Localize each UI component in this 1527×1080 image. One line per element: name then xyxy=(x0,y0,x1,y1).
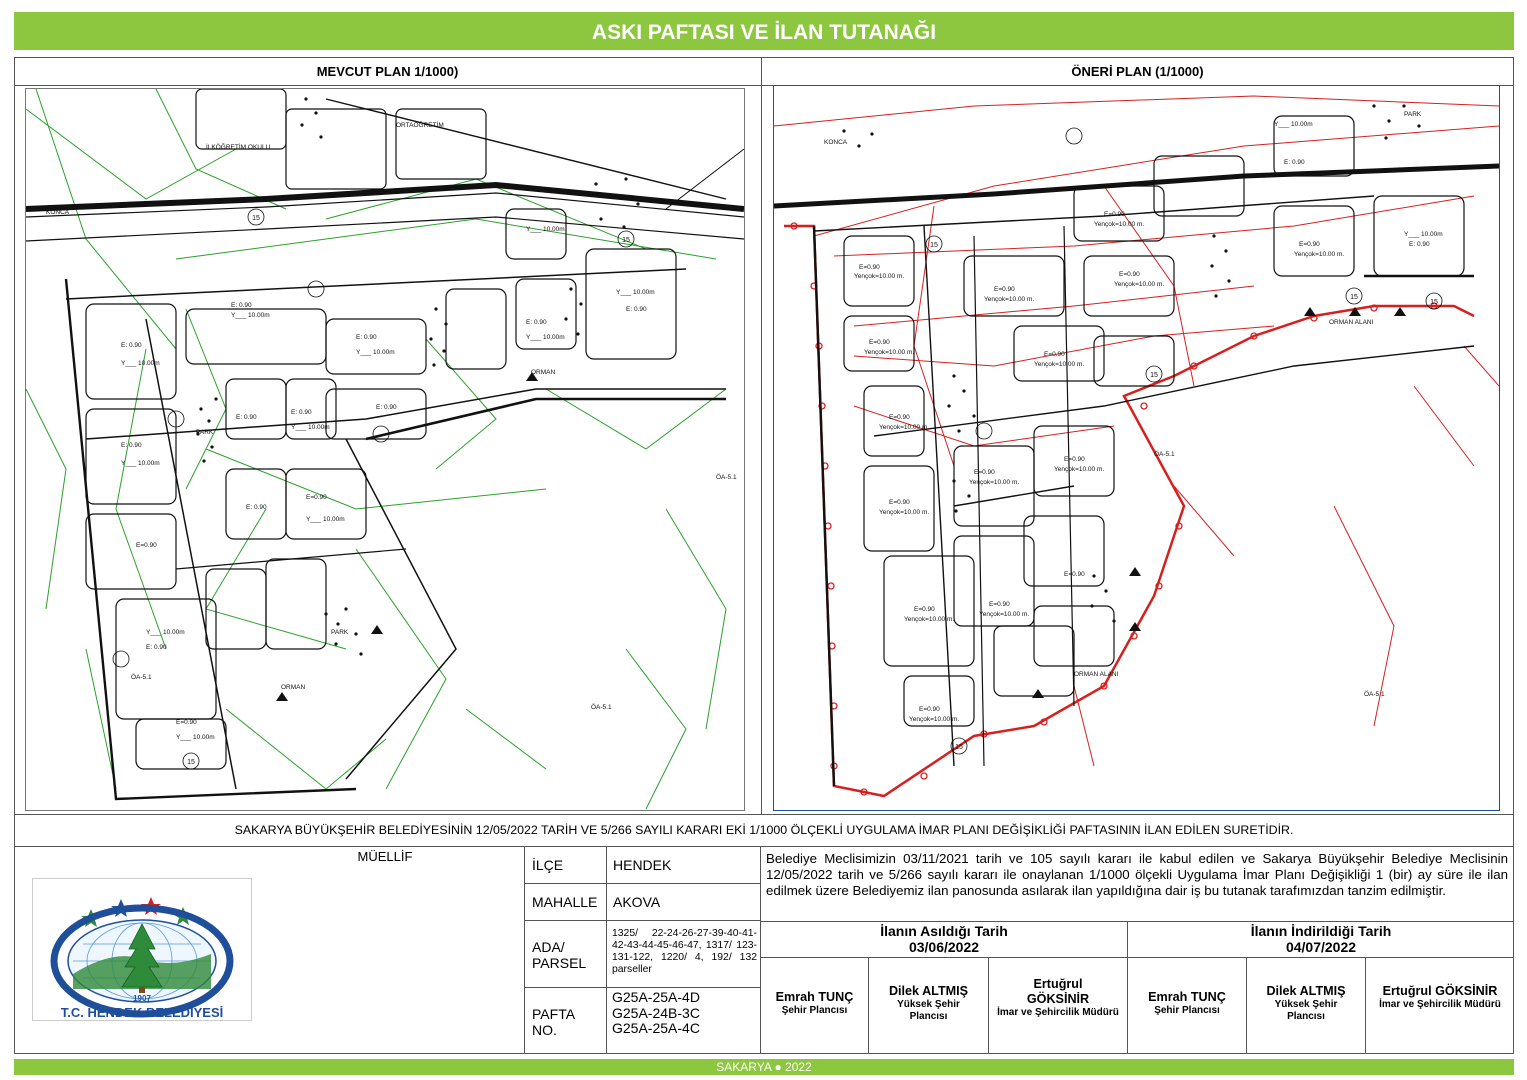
map-label: KONCA xyxy=(46,209,70,216)
map-label: E=0.90 xyxy=(136,542,157,549)
signatory: Dilek ALTMIŞ Yüksek Şehir Plancısı xyxy=(1266,984,1346,1022)
map-label: Y___ 10.00m xyxy=(306,516,345,523)
map-label: E=0.90 xyxy=(1104,211,1125,218)
neighborhood-label: MAHALLE xyxy=(532,894,598,910)
map-label: PARK xyxy=(1404,111,1422,118)
neighborhood-value: AKOVA xyxy=(613,894,661,910)
map-label: PARK xyxy=(331,629,349,636)
map-label: ÖA-5.1 xyxy=(1154,451,1175,458)
map-label: Y___ 10.00m xyxy=(356,349,395,356)
map-label: E: 0.90 xyxy=(146,644,167,651)
map-label: E: 0.90 xyxy=(376,404,397,411)
map-label: Yençok=10.00 m. xyxy=(1034,361,1085,368)
map-label: ORMAN xyxy=(531,369,556,376)
document-title: ASKI PAFTASI VE İLAN TUTANAĞI xyxy=(14,12,1514,50)
map-label: Yençok=10.00 m. xyxy=(969,479,1020,486)
map-label: E=0.90 xyxy=(1064,571,1085,578)
map-label: E: 0.90 xyxy=(121,442,142,449)
map-label: Y___ 10.00m xyxy=(526,226,565,233)
map-label: ÖA-5.1 xyxy=(591,704,612,711)
map-label: Y___ 10.00m xyxy=(526,334,565,341)
map-label: E=0.90 xyxy=(306,494,327,501)
sheet-label: PAFTA NO. xyxy=(532,1006,576,1038)
map-label: E: 0.90 xyxy=(626,306,647,313)
map-label: PARK xyxy=(196,429,214,436)
map-label: Y___ 10.00m xyxy=(616,289,655,296)
map-label: 15 xyxy=(930,242,938,249)
map-label: E: 0.90 xyxy=(1409,241,1430,248)
map-label: İLKÖĞRETİM OKULU xyxy=(206,144,271,151)
map-label: E: 0.90 xyxy=(291,409,312,416)
map-label: Y___ 10.00m xyxy=(176,734,215,741)
map-label: E=0.90 xyxy=(994,286,1015,293)
signatory: Emrah TUNÇ Şehir Plancısı xyxy=(775,990,854,1016)
map-label: Y___ 10.00m xyxy=(291,424,330,431)
map-label: E=0.90 xyxy=(859,264,880,271)
map-label: E: 0.90 xyxy=(1284,159,1305,166)
map-label: Yençok=10.00 m. xyxy=(984,296,1035,303)
map-label: ORMAN ALANI xyxy=(1329,319,1374,326)
map-label: E: 0.90 xyxy=(356,334,377,341)
proposed-plan-map xyxy=(773,85,1500,811)
map-label: Yençok=10.00 m. xyxy=(979,611,1030,618)
map-label: Y___ 10.00m xyxy=(1274,121,1313,128)
map-label: E=0.90 xyxy=(176,719,197,726)
district-label: İLÇE xyxy=(532,857,564,873)
map-label: Y___ 10.00m xyxy=(1404,231,1443,238)
map-label: ORMAN xyxy=(281,684,306,691)
parcel-label: ADA/ PARSEL xyxy=(532,939,587,971)
map-label: 15 xyxy=(955,744,963,751)
map-label: Yençok=10.00 m. xyxy=(854,273,905,280)
map-label: E=0.90 xyxy=(919,706,940,713)
map-label: ORTAÖĞRETİM xyxy=(396,122,444,129)
removed-date-block: İlanın İndirildiği Tarih 04/07/2022 xyxy=(1250,923,1392,955)
map-label: E: 0.90 xyxy=(231,302,252,309)
map-label: 15 xyxy=(1350,294,1358,301)
map-label: E=0.90 xyxy=(889,499,910,506)
map-label: Yençok=10.00 m. xyxy=(879,509,930,516)
map-label: E=0.90 xyxy=(974,469,995,476)
map-label: 15 xyxy=(1430,299,1438,306)
map-label: 15 xyxy=(622,237,630,244)
map-label: Y___ 10.00m xyxy=(146,629,185,636)
map-label: Yençok=10.00 m. xyxy=(879,424,930,431)
map-label: Yençok=10.00 m. xyxy=(1094,221,1145,228)
map-label: Yençok=10.00 m. xyxy=(1114,281,1165,288)
map-label: Yençok=10.00 m. xyxy=(1294,251,1345,258)
map-label: E=0.90 xyxy=(889,414,910,421)
map-label: E=0.90 xyxy=(1119,271,1140,278)
map-label: ÖA-5.1 xyxy=(1364,691,1385,698)
map-label: ORMAN ALANI xyxy=(1074,671,1119,678)
map-label: E: 0.90 xyxy=(246,504,267,511)
signatory: Dilek ALTMIŞ Yüksek Şehir Plancısı xyxy=(888,984,969,1022)
map-label: Yençok=10.00 m. xyxy=(904,616,955,623)
logo-year: 1907 xyxy=(133,994,151,1003)
map-label: 15 xyxy=(1150,372,1158,379)
map-label: ÖA-5.1 xyxy=(716,474,737,481)
map-label: Yençok=10.00 m. xyxy=(1054,466,1105,473)
map-label: E=0.90 xyxy=(869,339,890,346)
map-label: E=0.90 xyxy=(1299,241,1320,248)
map-label: 15 xyxy=(187,759,195,766)
footer: SAKARYA ● 2022 xyxy=(14,1059,1514,1075)
current-plan-map xyxy=(25,88,745,811)
map-label: E=0.90 xyxy=(914,606,935,613)
map-label: E: 0.90 xyxy=(236,414,257,421)
sheet-values: G25A-25A-4D G25A-24B-3C G25A-25A-4C xyxy=(612,989,700,1036)
declaration-text: Belediye Meclisimizin 03/11/2021 tarih ve 105 sayılı kararı ile kabul edilen ve Sakarya Büyükşehir Belediye Meclisinin 12/05/2022 tarih ve 5/266 sayılı kararı ile onaylanan 1/1000 ölçekli Uygulama İmar Planı Değişikliği 1 (bir) ay süre ile ilan edilmek üzere Belediyemiz ilan panosunda asılarak ilan yapıldığına dair iş bu tutanak tarafımızdan tanzim edilmiştir. xyxy=(766,851,1508,899)
signatory: Ertuğrul GÖKSİNİR İmar ve Şehircilik Müdürü xyxy=(1379,984,1501,1010)
map-label: E: 0.90 xyxy=(121,342,142,349)
map-label: Y___ 10.00m xyxy=(231,312,270,319)
signatory: Ertuğrul GÖKSİNİR İmar ve Şehircilik Müdürü xyxy=(997,977,1119,1018)
map-label: E=0.90 xyxy=(1044,351,1065,358)
map-label: 15 xyxy=(252,215,260,222)
current-plan-title: MEVCUT PLAN 1/1000) xyxy=(316,64,459,79)
map-label: E=0.90 xyxy=(1064,456,1085,463)
map-label: ÖA-5.1 xyxy=(131,674,152,681)
map-label: Yençok=10.00 m. xyxy=(909,716,960,723)
author-label: MÜELLİF xyxy=(357,849,413,864)
district-value: HENDEK xyxy=(613,857,672,873)
map-label: E=0.90 xyxy=(989,601,1010,608)
map-label: E: 0.90 xyxy=(526,319,547,326)
map-label: Yençok=10.00 m. xyxy=(864,349,915,356)
signatory: Emrah TUNÇ Şehir Plancısı xyxy=(1148,990,1226,1016)
posted-date-block: İlanın Asıldığı Tarih 03/06/2022 xyxy=(880,923,1008,955)
map-label: Y___ 10.00m xyxy=(121,460,160,467)
map-label: KONCA xyxy=(824,139,848,146)
proposed-plan-title: ÖNERİ PLAN (1/1000) xyxy=(1071,64,1204,79)
logo-name: T.C. HENDEK BELEDİYESİ xyxy=(60,1005,224,1020)
approval-caption: SAKARYA BÜYÜKŞEHİR BELEDİYESİNİN 12/05/2022 TARİH VE 5/266 SAYILI KARARI EKİ 1/1000 ÖLÇEKLİ UYGULAMA İMAR PLANI DEĞİŞİKLİĞİ PAFTASININ İLAN EDİLEN SURETİDİR. xyxy=(234,823,1294,837)
municipality-logo xyxy=(32,878,252,1021)
parcel-value: 1325/ 22-24-26-27-39-40-41-42-43-44-45-46-47, 1317/ 123-131-122, 1220/ 4, 192/ 132 parseller xyxy=(612,928,757,975)
map-label: Y___ 10.00m xyxy=(121,360,160,367)
